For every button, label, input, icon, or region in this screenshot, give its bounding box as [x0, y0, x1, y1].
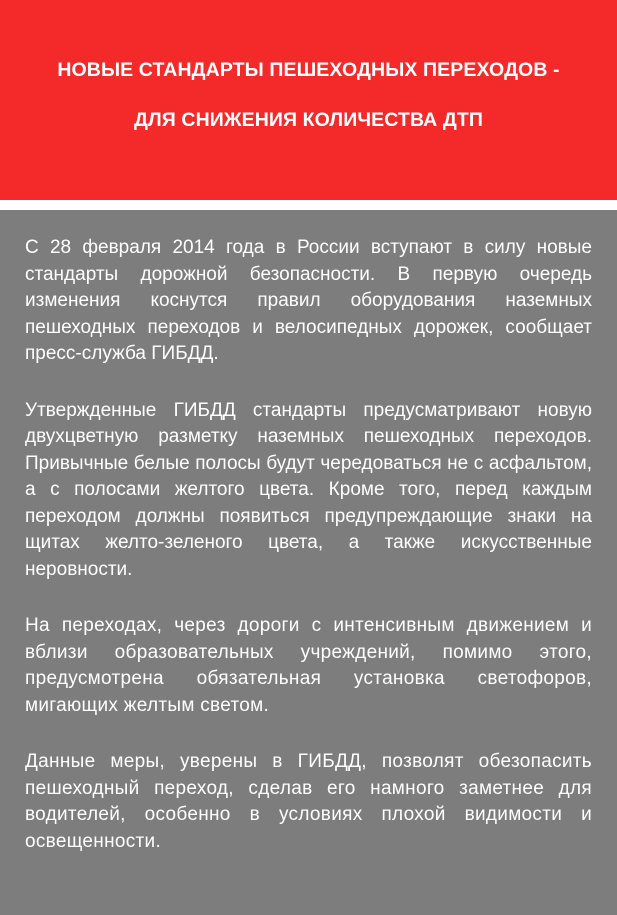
divider [0, 200, 617, 210]
paragraph-4: Данные меры, уверены в ГИБДД, позволят обезопасить пешеходный переход, сделав его намного заметнее для водителей, особенно в условиях плохой видимости и освещенности. [25, 751, 592, 852]
paragraph-3: На переходах, через дороги с интенсивным движением и вблизи образовательных учреждений, помимо этого, предусмотрена обязательная установка светофоров, мигающих желтым светом. [25, 615, 592, 716]
title-banner [0, 0, 617, 200]
article-body [0, 210, 617, 915]
title-line-2: ДЛЯ СНИЖЕНИЯ КОЛИЧЕСТВА ДТП [134, 109, 483, 131]
paragraph-1: С 28 февраля 2014 года в России вступают в силу новые стандарты дорожной безопасности. В первую очередь изменения коснутся правил оборудования наземных пешеходных переходов и велосипедных дорожек, сообщает пресс-служба ГИБДД. [25, 237, 592, 364]
paragraph-2: Утвержденные ГИБДД стандарты предусматривают новую двухцветную разметку наземных пешеходных переходов. Привычные белые полосы будут чередоваться не с асфальтом, а с полосами желтого цвета. Кроме того, перед каждым переходом должны появиться предупреждающие знаки на щитах желто-зеленого цвета, а также искусственные неровности. [25, 399, 592, 580]
title-line-1: НОВЫЕ СТАНДАРТЫ ПЕШЕХОДНЫХ ПЕРЕХОДОВ - [57, 59, 560, 81]
